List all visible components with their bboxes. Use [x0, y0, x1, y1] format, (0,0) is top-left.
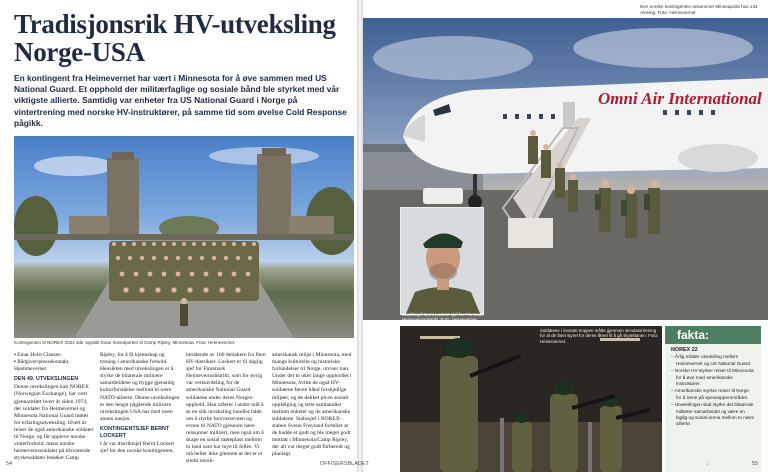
byline-author: ▪ Einar Holst Clausen [14, 352, 61, 358]
body-text: Ripley, for å få kjennskap og trening i amerikanske forhold. Hensikten med utvekslingen er å styrke de bilaterale militære samarbeidene og bygge gjensidig kulturforståelse mellom to nære NATO-allierte. Denne utvekslingen er den lengst pågående militære utvekslingen USA har med noen annen nasjon. [100, 352, 180, 422]
shooting-range-photo [400, 326, 662, 472]
continue-arrow-icon: ↓ [706, 461, 709, 467]
shooting-photo-caption: Soldatene i innsats-troppen måtte gjennom simulatortrening for at de fatet styret for deres liknet til å gå skytebanen. Foto: Heimevernet. [540, 328, 659, 344]
airplane-photo-caption: Den norske kontingenten ankommer Minneapolis hos 133 Airwing. Foto: Heimevernet. [640, 4, 758, 15]
portrait-caption: Distriktsjef Bernt Lockert sjef for Finnmark Heimevernsdistrikt. Foto: Heimevernet. [402, 312, 484, 323]
body-text: Denne utvekslingen kalt NOREX (Norwegian Exchange), har vært gjennomført hvert år siden 1974, der soldater fra Heimevernet og Minnesota National Guard møtes for erfaringsutveksling. Hvert år reiser de også amerikanske soldater til Norge, og får oppleve norske vinterforhold, mens norske heimevernssoldater på tilsvarende styrkesoldater besøker Camp [14, 384, 94, 462]
article-lead: En kontingent fra Heimevernet har vært i Minnesota for å øve sammen med US National Guard. Et opphold der militærfaglige og sosiale bånd ble styrket med vår viktigste allierte. Samtidig var enheter fra US National Guard i Norge på vintertrening med norske HV-instruktører, på samme tid som øvelse Cold Response pågikk. [14, 73, 347, 128]
group-photo [14, 136, 354, 338]
page-number-left: 54 [6, 461, 13, 467]
group-photo-caption: Kontingenten til NOREX 2022 står oppstilt foran hovedporten til Camp Ripley, Minnesota. Foto: Heimevernet. [14, 340, 236, 345]
fact-item: – Norske HV-styrker reiser til Minnesota for å øve med amerikanske instruktører. [671, 368, 755, 387]
subhead-contingent-chief: KONTINGENTSJEF BERNT LOCKERT [100, 425, 170, 440]
aircraft-livery: Omni Air International [598, 89, 762, 108]
fact-box-title: NOREX 22 [671, 347, 698, 353]
byline-role: ▪ Rådgiver/pressekontakt, Hjemmevernet [14, 359, 70, 373]
text-column-1 [14, 352, 94, 464]
magazine-name: OFFISERSBLADET [320, 461, 369, 467]
text-column-3 [186, 352, 266, 468]
fact-box-label: fakta: [665, 326, 761, 344]
subhead-exchange: DEN 49. UTVEKSLINGEN [14, 376, 79, 383]
text-column-2 [100, 352, 180, 457]
fact-item: – Amerikanske styrker reiser til Norge for å trene på spesaopperområdet. [671, 388, 755, 401]
body-text: bestående av 100 deltakere fra flere HV-distrikter. Lockert er til daglig sjef for Finnmark Heimevernsdistrikt, som for øvrig var vertsavdeling for de amerikanske National Guard soldatene under deres Norges-opphold. Han utfører i andre mål å se en slik utveksling handler både om å styrke forsvarsevnen og evnen til NATO gjennom nære relasjoner militært, men også om å skape en sosial møteplass mellom to land som har mye til felles. Vi må heller ikke glemme at det er et sterkt norsk- [186, 352, 266, 465]
article-title: Tradisjonsrik HV-utveksling Norge-USA [14, 9, 336, 67]
fact-item: – Årlig militær utveksling mellom Heimevernet og US National Guard. [671, 354, 755, 367]
fact-item: – Utvekslingen skal styrke det bilaterale militære samarbeidet og være en faglig og sosial arena mellom to nære allierte. [671, 402, 755, 428]
body-text: amerikansk miljø i Minnesota, med mange kulturelle og historiske forbindelser til Norge, utviser han. Under det to uker lange oppholdet i Minnesota, hvitte de også HV-soldatene første hånd forskjellige miljøer, og de dekket på en sosialt oppfølging og tette samhandler mellom enheter og de amerikanske soldatene. Stabssjef i NOREX-staben Svenn Frøyland forteller at de hadde et godt og ble meget godt mottatt i Minnesota/Camp Ripley, der alt var meget godt forberedt og planlagt. [272, 352, 352, 458]
body-text: I år var distriktsjef Bernt Lockert sjef for den norske kontingenten, [100, 441, 175, 455]
commander-portrait [400, 207, 484, 315]
page-number-right: 55 [752, 461, 759, 467]
fact-list [671, 354, 755, 427]
fact-box [665, 326, 761, 472]
text-column-4 [272, 352, 352, 460]
